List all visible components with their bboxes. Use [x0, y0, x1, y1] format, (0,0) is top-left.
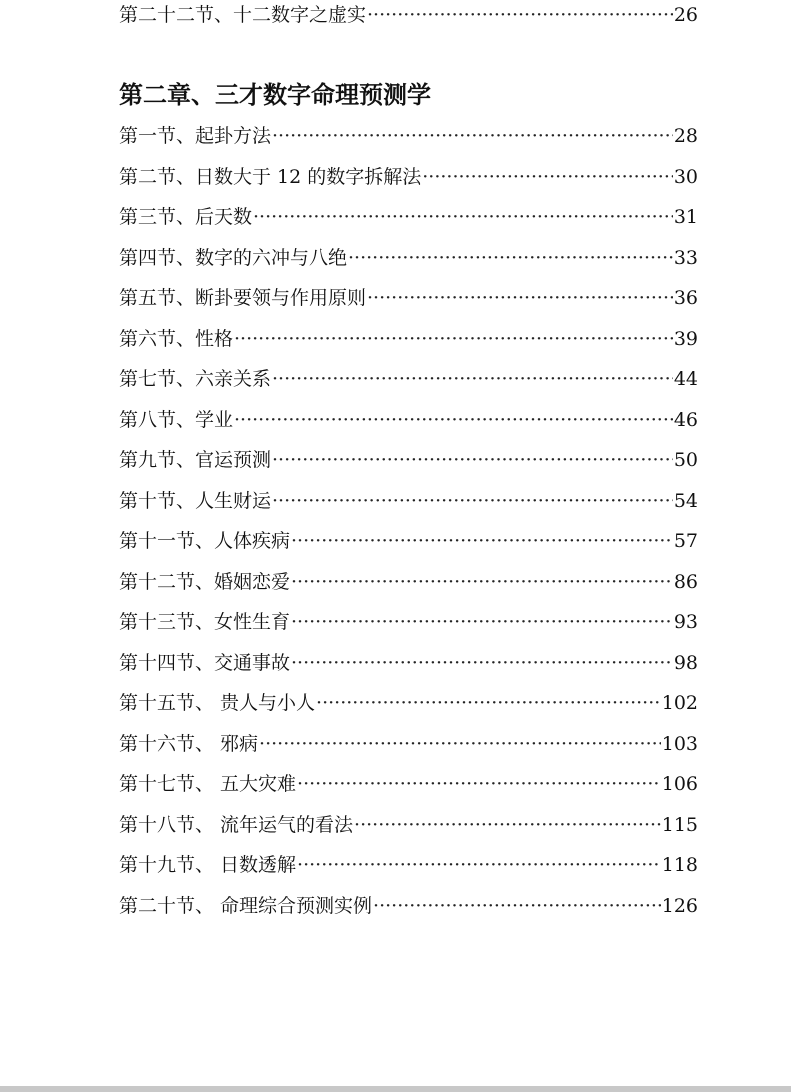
- toc-leader-dots: [348, 246, 673, 270]
- toc-leader-dots: [234, 327, 673, 351]
- toc-entry-page: 103: [661, 732, 698, 755]
- toc-entry-page: 31: [673, 206, 698, 228]
- toc-entry-title: 第二十二节、十二数字之虚实: [119, 4, 367, 26]
- toc-entry-page: 93: [673, 611, 698, 633]
- toc-entry-title: 第十九节、 日数透解: [119, 854, 297, 876]
- toc-entry-page: 30: [673, 165, 698, 188]
- toc-entry: [119, 691, 698, 715]
- toc-leader-dots: [291, 529, 673, 553]
- toc-entry-title: 第十五节、 贵人与小人: [119, 692, 316, 714]
- toc-leader-dots: [297, 853, 661, 877]
- toc-entry-title: 第十三节、女性生育: [119, 611, 291, 633]
- toc-entry: [119, 124, 698, 148]
- toc-leader-dots: [297, 772, 661, 796]
- toc-entry-page: 50: [673, 449, 698, 471]
- toc-leader-dots: [367, 3, 673, 27]
- toc-entry: [119, 529, 698, 553]
- toc-leader-dots: [291, 570, 673, 594]
- toc-leader-dots: [272, 489, 673, 513]
- toc-entry-page: 44: [673, 368, 698, 390]
- toc-entry-page: 106: [661, 773, 698, 795]
- toc-entry-page: 33: [673, 246, 698, 269]
- toc-entry: [119, 651, 698, 675]
- toc-entry-page: 26: [673, 4, 698, 26]
- toc-entry-page: 126: [661, 894, 698, 917]
- toc-entry-title: 第十节、人生财运: [119, 489, 272, 512]
- toc-entry: [119, 813, 698, 837]
- toc-entry-title: 第十六节、 邪病: [119, 732, 259, 755]
- toc-entry-page: 57: [673, 530, 698, 552]
- toc-entry-page: 118: [661, 854, 698, 876]
- toc-leader-dots: [373, 894, 661, 918]
- toc-leader-dots: [291, 610, 673, 634]
- toc-leader-dots: [291, 651, 673, 675]
- toc-entry-title: 第十七节、 五大灾难: [119, 773, 297, 795]
- toc-entry: [119, 408, 698, 432]
- toc-entry-title: 第十二节、婚姻恋爱: [119, 570, 291, 593]
- toc-entry: [119, 286, 698, 310]
- toc-leader-dots: [422, 165, 673, 189]
- toc-entry: [119, 894, 698, 918]
- toc-entry: [119, 327, 698, 351]
- toc-entry-title: 第十八节、 流年运气的看法: [119, 813, 354, 836]
- toc-entry: [119, 732, 698, 756]
- toc-leader-dots: [272, 124, 673, 148]
- toc-entry: [119, 570, 698, 594]
- toc-entry-title: 第四节、数字的六冲与八绝: [119, 246, 348, 269]
- chapter-heading: 第二章、三才数字命理预测学: [119, 80, 431, 109]
- toc-entry-page: 115: [661, 813, 698, 836]
- toc-leader-dots: [259, 732, 661, 756]
- toc-leader-dots: [272, 448, 673, 472]
- toc-entry: [119, 165, 698, 189]
- toc-entry-page: 39: [673, 327, 698, 350]
- toc-entry-title: 第八节、学业: [119, 408, 234, 431]
- toc-leader-dots: [367, 286, 673, 310]
- toc-entry-page: 46: [673, 408, 698, 431]
- toc-entry-page: 98: [673, 651, 698, 674]
- toc-leader-dots: [316, 691, 661, 715]
- toc-entry: [119, 3, 698, 27]
- toc-entry-title: 第二十节、 命理综合预测实例: [119, 894, 373, 917]
- toc-entry-title: 第十一节、人体疾病: [119, 530, 291, 552]
- toc-entry: [119, 610, 698, 634]
- toc-entry: [119, 853, 698, 877]
- toc-entry: [119, 448, 698, 472]
- toc-entry-page: 102: [661, 692, 698, 714]
- page-bottom-edge: [0, 1086, 791, 1092]
- toc-entry: [119, 246, 698, 270]
- toc-entry-title: 第六节、性格: [119, 327, 234, 350]
- toc-entry-page: 36: [673, 287, 698, 309]
- toc-entry-page: 28: [673, 125, 698, 147]
- toc-entry: [119, 367, 698, 391]
- toc-entry-title: 第一节、起卦方法: [119, 125, 272, 147]
- toc-entry-page: 54: [673, 489, 698, 512]
- toc-entry-title: 第七节、六亲关系: [119, 368, 272, 390]
- toc-entry-title: 第五节、断卦要领与作用原则: [119, 287, 367, 309]
- toc-leader-dots: [272, 367, 673, 391]
- toc-leader-dots: [354, 813, 661, 837]
- toc-leader-dots: [253, 205, 673, 229]
- toc-leader-dots: [234, 408, 673, 432]
- toc-entry-title: 第三节、后天数: [119, 206, 253, 228]
- toc-entry: [119, 205, 698, 229]
- toc-entry: [119, 772, 698, 796]
- toc-entry: [119, 489, 698, 513]
- toc-entry-title: 第十四节、交通事故: [119, 651, 291, 674]
- toc-entry-title: 第二节、日数大于 12 的数字拆解法: [119, 165, 422, 188]
- toc-entry-page: 86: [673, 570, 698, 593]
- toc-entry-title: 第九节、官运预测: [119, 449, 272, 471]
